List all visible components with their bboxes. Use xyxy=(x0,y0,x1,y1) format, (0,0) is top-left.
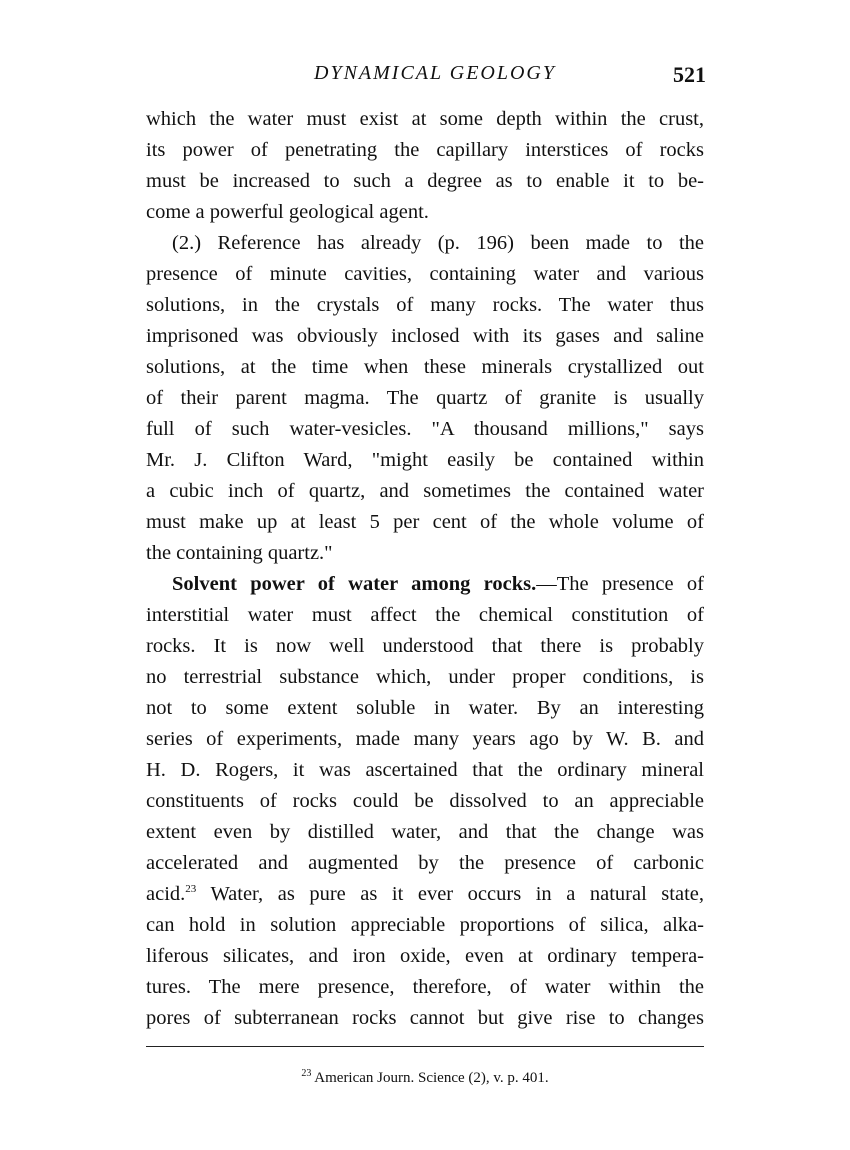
footnote-divider xyxy=(146,1046,704,1047)
text-line: which the water must exist at some depth within the crust, xyxy=(146,108,704,130)
footnote-mark: 23 xyxy=(301,1068,312,1079)
text-line: constituents of rocks could be dissolved to an appreciable xyxy=(146,790,704,812)
body-text xyxy=(146,104,704,1034)
text-line: not to some extent soluble in water. By an interesting xyxy=(146,697,704,719)
text-line: series of experiments, made many years ago by W. B. and xyxy=(146,728,704,750)
text-line: extent even by distilled water, and that the change was xyxy=(146,821,704,843)
footnote-reference[interactable]: 23 xyxy=(185,883,197,896)
page-header xyxy=(146,62,706,92)
text-line: must make up at least 5 per cent of the whole volume of xyxy=(146,511,704,533)
text-line: solutions, at the time when these minerals crystallized out xyxy=(146,356,704,378)
text-run: Water, as pure as it ever occurs in a natural state, xyxy=(196,883,704,905)
text-line: of their parent magma. The quartz of granite is usually xyxy=(146,387,704,409)
text-line: the containing quartz." xyxy=(146,542,333,564)
text-line: presence of minute cavities, containing water and various xyxy=(146,263,704,285)
divider-rule xyxy=(146,1046,704,1047)
section-heading-line xyxy=(146,569,704,600)
text-line: a cubic inch of quartz, and sometimes the contained water xyxy=(146,480,704,502)
text-line: pores of subterranean rocks cannot but give rise to changes xyxy=(146,1007,704,1029)
text-line: liferous silicates, and iron oxide, even at ordinary tempera- xyxy=(146,945,704,967)
text-line: Mr. J. Clifton Ward, "might easily be contained within xyxy=(146,449,704,471)
text-line: full of such water-vesicles. "A thousand millions," says xyxy=(146,418,704,440)
text-line: come a powerful geological agent. xyxy=(146,201,429,223)
text-line-with-footnote-ref xyxy=(146,879,704,910)
page-number: 521 xyxy=(673,62,706,87)
text-line: no terrestrial substance which, under proper conditions, is xyxy=(146,666,704,688)
text-line: imprisoned was obviously inclosed with its gases and saline xyxy=(146,325,704,347)
section-heading: Solvent power of water among rocks. xyxy=(172,573,537,595)
text-line: solutions, in the crystals of many rocks. The water thus xyxy=(146,294,704,316)
text-line: accelerated and augmented by the presence of carbonic xyxy=(146,852,704,874)
text-line: interstitial water must affect the chemical constitution of xyxy=(146,604,704,626)
text-run: acid. xyxy=(146,883,186,905)
text-run: —The presence of xyxy=(536,573,704,595)
text-line: H. D. Rogers, it was ascertained that the ordinary mineral xyxy=(146,759,704,781)
text-line: tures. The mere presence, therefore, of water within the xyxy=(146,976,704,998)
footnote xyxy=(146,1070,704,1087)
footnote-text: American Journ. Science (2), v. p. 401. xyxy=(314,1070,549,1086)
text-line: can hold in solution appreciable proportions of silica, alka- xyxy=(146,914,704,936)
running-title: DYNAMICAL GEOLOGY xyxy=(314,62,556,84)
text-line: rocks. It is now well understood that there is probably xyxy=(146,635,704,657)
text-line: (2.) Reference has already (p. 196) been made to the xyxy=(172,232,704,254)
text-line: its power of penetrating the capillary interstices of rocks xyxy=(146,139,704,161)
text-line: must be increased to such a degree as to enable it to be- xyxy=(146,170,704,192)
